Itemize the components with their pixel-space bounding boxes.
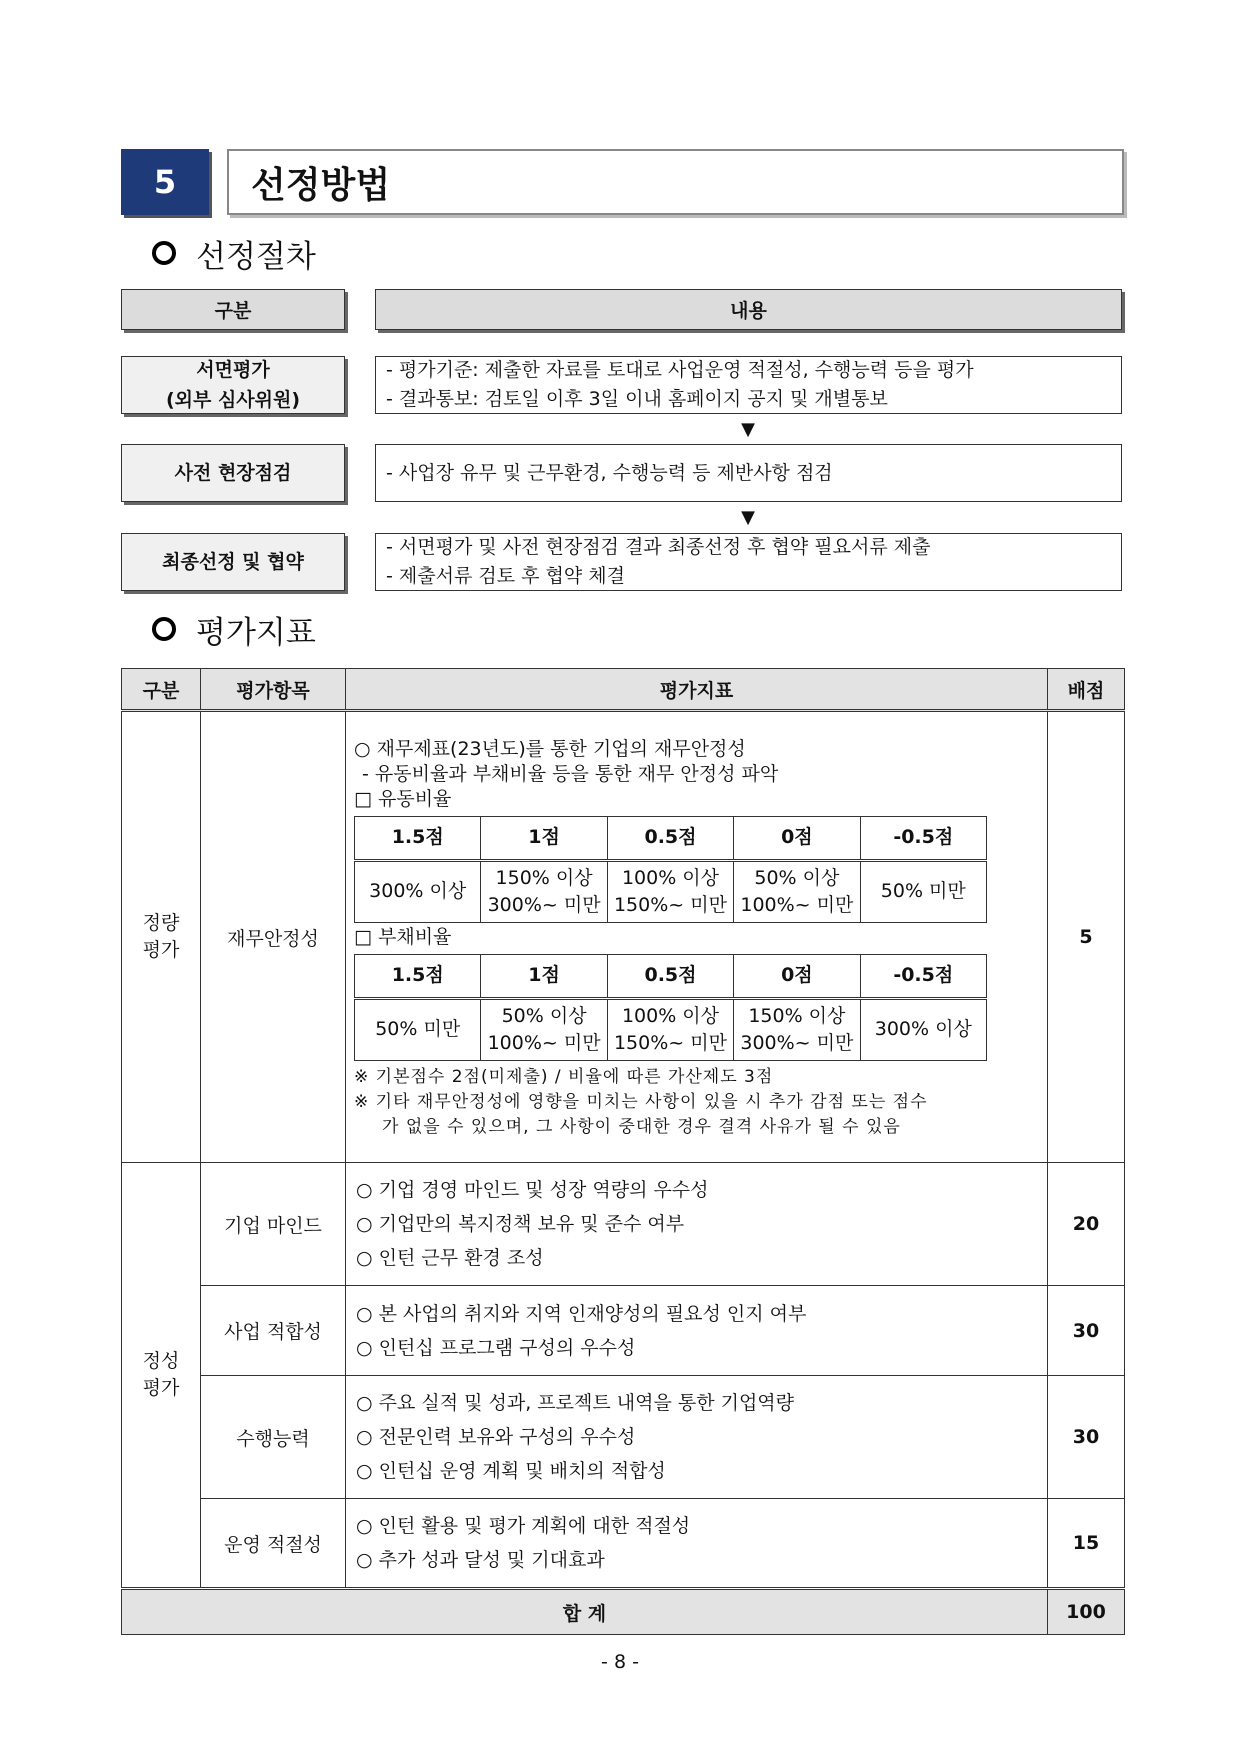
- header-category: 구분: [122, 669, 201, 711]
- category-quantitative: 정량 평가: [122, 711, 201, 1163]
- item-performance-capability: 수행능력: [201, 1376, 346, 1499]
- range-line: 300%~ 미만: [487, 893, 601, 916]
- procedure-subtitle-text: 선정절차: [196, 238, 316, 275]
- note-line: ※ 기본점수 2점(미제출) / 비율에 따른 가산제도 3점: [354, 1066, 774, 1087]
- range-line: 50% 이상: [501, 1004, 587, 1027]
- category-qualitative: 정성 평가: [122, 1163, 201, 1589]
- indicator-point: ○ 기업만의 복지정책 보유 및 준수 여부: [356, 1213, 685, 1235]
- evaluation-table: [121, 668, 1125, 1635]
- debt-ratio-point: 0.5점: [607, 954, 733, 998]
- item-corporate-mind: 기업 마인드: [201, 1163, 346, 1286]
- debt-ratio-point: -0.5점: [860, 954, 986, 998]
- range-line: 100% 이상: [621, 866, 720, 889]
- procedure-header-category: 구분: [121, 289, 345, 330]
- note-line: 가 없을 수 있으며, 그 사항이 중대한 경우 결격 사유가 될 수 있음: [382, 1116, 901, 1137]
- indicator-point: ○ 인턴 활용 및 평가 계획에 대한 적절성: [356, 1515, 691, 1537]
- item-operation-suitability: 운영 적절성: [201, 1499, 346, 1589]
- range-line: 50% 미만: [375, 1018, 461, 1040]
- current-ratio-range: [734, 860, 860, 922]
- debt-ratio-point: 0점: [734, 954, 860, 998]
- current-ratio-range: [355, 860, 481, 922]
- header-indicator: 평가지표: [346, 669, 1048, 711]
- range-line: 100%~ 미만: [487, 1031, 601, 1054]
- debt-ratio-point: 1.5점: [355, 954, 481, 998]
- indicator-point: ○ 주요 실적 및 성과, 프로젝트 내역을 통한 기업역량: [356, 1392, 795, 1414]
- item-business-fit: 사업 적합성: [201, 1286, 346, 1376]
- debt-ratio-range: [481, 998, 607, 1060]
- indicator-business-fit: [346, 1286, 1048, 1376]
- down-arrow-icon: ▼: [741, 507, 755, 528]
- section-number: 5: [121, 149, 209, 215]
- note-line: ※ 기타 재무안정성에 영향을 미치는 사항이 있을 시 추가 감점 또는 점수: [354, 1091, 928, 1112]
- total-score: 100: [1048, 1589, 1125, 1635]
- debt-ratio-range: [607, 998, 733, 1060]
- header-item: 평가항목: [201, 669, 346, 711]
- score-financial-stability: 5: [1048, 711, 1125, 1163]
- evaluation-subtitle: [152, 604, 316, 654]
- current-ratio-range: [481, 860, 607, 922]
- debt-ratio-range: [860, 998, 986, 1060]
- range-line: 150%~ 미만: [613, 893, 727, 916]
- circle-bullet-icon: [152, 241, 176, 265]
- indicator-point: ○ 기업 경영 마인드 및 성장 역량의 우수성: [356, 1179, 709, 1201]
- debt-ratio-range: [355, 998, 481, 1060]
- step-label-final-selection: [121, 533, 345, 591]
- step-label-line: (외부 심사위원): [165, 389, 301, 411]
- circle-bullet-icon: [152, 617, 176, 641]
- indicator-point: ○ 추가 성과 달성 및 기대효과: [356, 1549, 605, 1571]
- score-performance-capability: 30: [1048, 1376, 1125, 1499]
- page-number: - 8 -: [601, 1651, 639, 1673]
- indicator-financial-stability: [346, 711, 1048, 1163]
- indicator-point: ○ 인턴십 프로그램 구성의 우수성: [356, 1336, 636, 1359]
- range-line: 50% 이상: [754, 866, 840, 889]
- current-ratio-point: 0점: [734, 816, 860, 860]
- indicator-operation-suitability: [346, 1499, 1048, 1589]
- current-ratio-range: [607, 860, 733, 922]
- debt-ratio-table: [354, 954, 987, 1061]
- step-label-line: 사전 현장점검: [174, 462, 292, 484]
- debt-ratio-range: [734, 998, 860, 1060]
- range-line: 150% 이상: [748, 1004, 846, 1027]
- current-ratio-label: □ 유동비율: [354, 787, 452, 810]
- current-ratio-point: 1점: [481, 816, 607, 860]
- range-line: 300% 이상: [369, 880, 467, 902]
- down-arrow-icon: ▼: [741, 419, 755, 440]
- current-ratio-table: [354, 816, 987, 923]
- indicator-point: ○ 인턴십 운영 계획 및 배치의 적합성: [356, 1460, 666, 1482]
- step-label-written-evaluation: [121, 356, 345, 414]
- step-content-site-inspection: [375, 444, 1122, 502]
- evaluation-subtitle-text: 평가지표: [196, 614, 316, 651]
- score-business-fit: 30: [1048, 1286, 1125, 1376]
- range-line: 100% 이상: [621, 1004, 720, 1027]
- step-content-line: - 결과통보: 검토일 이후 3일 이내 홈페이지 공지 및 개별통보: [386, 388, 888, 410]
- procedure-subtitle: [152, 228, 316, 278]
- section-title: 선정방법: [227, 149, 1124, 215]
- step-content-line: - 서면평가 및 사전 현장점검 결과 최종선정 후 협약 필요서류 제출: [386, 536, 931, 558]
- indicator-point: ○ 전문인력 보유와 구성의 우수성: [356, 1426, 636, 1448]
- current-ratio-range: [860, 860, 986, 922]
- step-content-written-evaluation: [375, 356, 1122, 414]
- current-ratio-point: 1.5점: [355, 816, 481, 860]
- total-label: 합 계: [122, 1589, 1048, 1635]
- range-line: 50% 미만: [880, 880, 966, 902]
- step-label-line: 최종선정 및 협약: [162, 551, 304, 573]
- step-content-line: - 제출서류 검토 후 협약 체결: [386, 565, 625, 587]
- indicator-point: ○ 인턴 근무 환경 조성: [356, 1247, 544, 1269]
- financial-intro: ○ 재무제표(23년도)를 통한 기업의 재무안정성: [354, 737, 746, 760]
- step-content-line: - 평가기준: 제출한 자료를 토대로 사업운영 적절성, 수행능력 등을 평가: [386, 359, 974, 381]
- step-label-line: 서면평가: [196, 359, 270, 381]
- step-content-line: - 사업장 유무 및 근무환경, 수행능력 등 제반사항 점검: [386, 461, 833, 484]
- step-content-final-selection: [375, 533, 1122, 591]
- step-label-site-inspection: [121, 444, 345, 502]
- debt-ratio-point: 1점: [481, 954, 607, 998]
- procedure-header-content: 내용: [375, 289, 1122, 330]
- financial-intro-detail: - 유동비율과 부채비율 등을 통한 재무 안정성 파악: [362, 762, 779, 785]
- current-ratio-point: 0.5점: [607, 816, 733, 860]
- header-score: 배점: [1048, 669, 1125, 711]
- current-ratio-point: -0.5점: [860, 816, 986, 860]
- indicator-corporate-mind: [346, 1163, 1048, 1286]
- range-line: 150%~ 미만: [613, 1031, 727, 1054]
- range-line: 300% 이상: [874, 1018, 972, 1040]
- range-line: 300%~ 미만: [740, 1031, 854, 1054]
- indicator-point: ○ 본 사업의 취지와 지역 인재양성의 필요성 인지 여부: [356, 1302, 807, 1325]
- item-financial-stability: 재무안정성: [201, 711, 346, 1163]
- indicator-performance-capability: [346, 1376, 1048, 1499]
- score-operation-suitability: 15: [1048, 1499, 1125, 1589]
- score-corporate-mind: 20: [1048, 1163, 1125, 1286]
- debt-ratio-label: □ 부채비율: [354, 925, 452, 948]
- range-line: 150% 이상: [495, 866, 593, 889]
- range-line: 100%~ 미만: [740, 893, 854, 916]
